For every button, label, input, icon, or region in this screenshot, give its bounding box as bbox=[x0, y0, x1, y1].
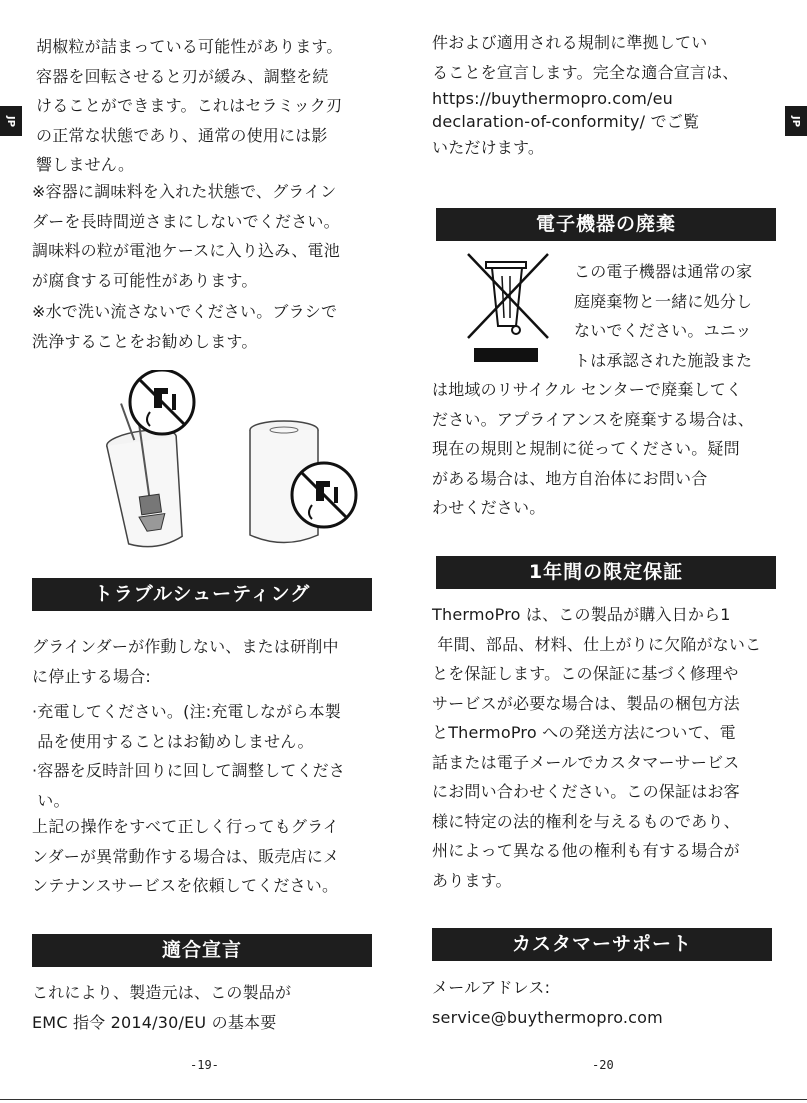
support-contact bbox=[432, 973, 663, 1032]
language-tab-left: JP bbox=[0, 106, 22, 136]
no-water-wash-illustration bbox=[62, 370, 362, 560]
disposal-side-text: この電子機器は通常の家 庭廃棄物と一緒に処分し ないでください。ユニッ トは承認された施設また bbox=[574, 262, 753, 370]
weee-bin-icon bbox=[462, 248, 572, 368]
footer-divider bbox=[0, 1099, 807, 1100]
email-label: メールアドレス: bbox=[432, 978, 551, 997]
support-email-link[interactable]: service@buythermopro.com bbox=[432, 1007, 663, 1027]
troubleshooting-text: グラインダーが作動しない、または研削中 に停止する場合: bbox=[32, 637, 339, 686]
warranty-heading: 1年間の限定保証 bbox=[436, 556, 776, 589]
troubleshooting-heading: トラブルシューティング bbox=[32, 578, 372, 611]
intro-paragraph: 胡椒粒が詰まっている可能性があります。 容器を回転させると刃が緩み、調整を続 けることができます。これはセラミック刃 の正常な状態であり、通常の使用には影 響しません。 bbox=[36, 37, 343, 174]
disposal-heading: 電子機器の廃棄 bbox=[436, 208, 776, 241]
support-heading: カスタマーサポート bbox=[432, 928, 772, 961]
no-water-icon bbox=[130, 370, 194, 434]
page-number-left: -19- bbox=[190, 1058, 219, 1072]
seasoning-note: ※容器に調味料を入れた状態で、グライン ダーを長時間逆さまにしないでください。 調味料の粒が電池ケースに入り込み、電池 が腐食する可能性があります。 bbox=[32, 182, 340, 290]
washing-note: ※水で洗い流さないでください。ブラシで 洗浄することをお勧めします。 bbox=[32, 302, 338, 351]
conformity-continued: 件および適用される規制に準拠してい ることを宣言します。完全な適合宣言は、 https://buythermopro.com/eu declaration-of-conformity/ でご覧 いただけます。 bbox=[432, 33, 739, 157]
conformity-text: これにより、製造元は、この製品が EMC 指令 2014/30/EU の基本要 bbox=[32, 983, 292, 1032]
troubleshooting-bullets: ·充電してください。(注:充電しながら本製 品を使用することはお勧めしません。 ·容器を反時計回りに回して調整してくださ い。 bbox=[32, 702, 346, 810]
disposal-text: は地域のリサイクル センターで廃棄してく ださい。アプライアンスを廃棄する場合は、 現在の規則と規制に従ってください。疑問 がある場合は、地方自治体にお問い合 わせください。 bbox=[432, 380, 754, 517]
page-number-right: -20 bbox=[592, 1058, 614, 1072]
troubleshooting-after: 上記の操作をすべて正しく行ってもグライ ンダーが異常動作する場合は、販売店にメ ンテナンスサービスを依頼してください。 bbox=[32, 817, 340, 895]
conformity-heading: 適合宣言 bbox=[32, 934, 372, 967]
language-tab-right: JP bbox=[785, 106, 807, 136]
warranty-text: ThermoPro は、この製品が購入日から1 年間、部品、材料、仕上がりに欠陥がないこ とを保証します。この保証に基づく修理や サービスが必要な場合は、製品の梱包方法 とThermoPro への発送方法について、電 話または電子メールでカスタマーサービス にお問い合わせください。この保証はお客 様に特定の法的権利を与えるものであり、 州によって異なる他の権利も有する場合が あります。 bbox=[432, 605, 762, 890]
no-water-icon bbox=[292, 463, 356, 527]
